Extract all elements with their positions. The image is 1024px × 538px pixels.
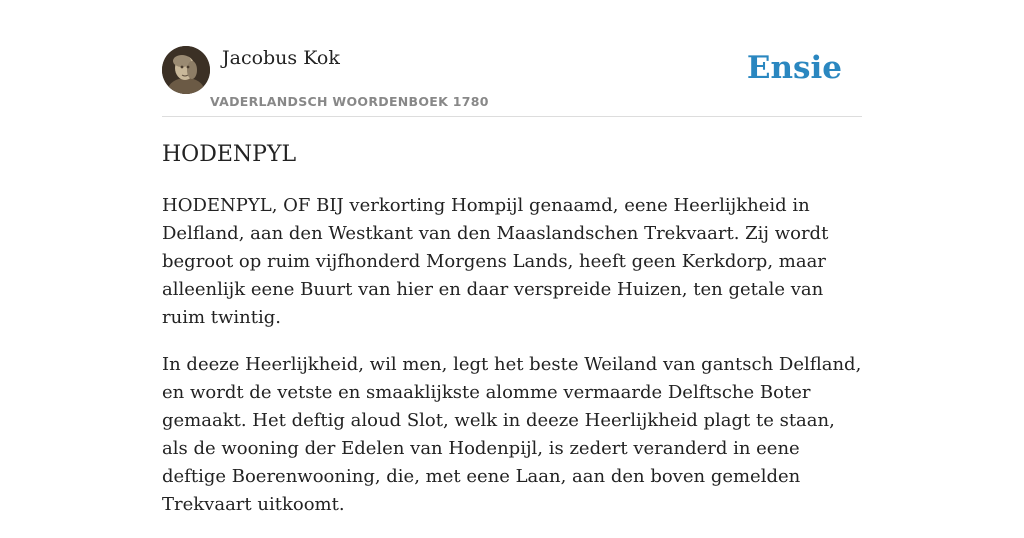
header: [162, 0, 862, 117]
source-label[interactable]: VADERLANDSCH WOORDENBOEK 1780: [210, 94, 489, 109]
ensie-logo[interactable]: Ensie: [746, 50, 842, 86]
entry-paragraph: In deeze Heerlijkheid, wil men, legt het beste Weiland van gantsch Delfland, en wordt de vetste en smaaklijkste alomme vermaarde Delftsche Boter gemaakt. Het deftig aloud Slot, welk in deeze Heerlijkheid plagt te staan, als de wooning der Edelen van Hodenpijl, is zedert veranderd in eene deftige Boerenwooning, die, met eene Laan, aan den boven gemelden Trekvaart uitkoomt.: [162, 354, 862, 515]
entry-paragraph: HODENPYL, OF BIJ verkorting Hompijl genaamd, eene Heerlijkheid in Delfland, aan den Westkant van den Maaslandschen Trekvaart. Zij wordt begroot op ruim vijfhonderd Morgens Lands, heeft geen Kerkdorp, maar alleenlijk eene Buurt van hier en daar verspreide Huizen, ten getale van ruim twintig.: [162, 195, 829, 328]
portrait-avatar-icon: [162, 46, 210, 94]
entry-title: HODENPYL: [162, 142, 297, 167]
entry-body: [162, 192, 862, 538]
author-name[interactable]: Jacobus Kok: [222, 47, 340, 69]
page: [162, 0, 862, 515]
author-avatar[interactable]: [162, 46, 210, 94]
